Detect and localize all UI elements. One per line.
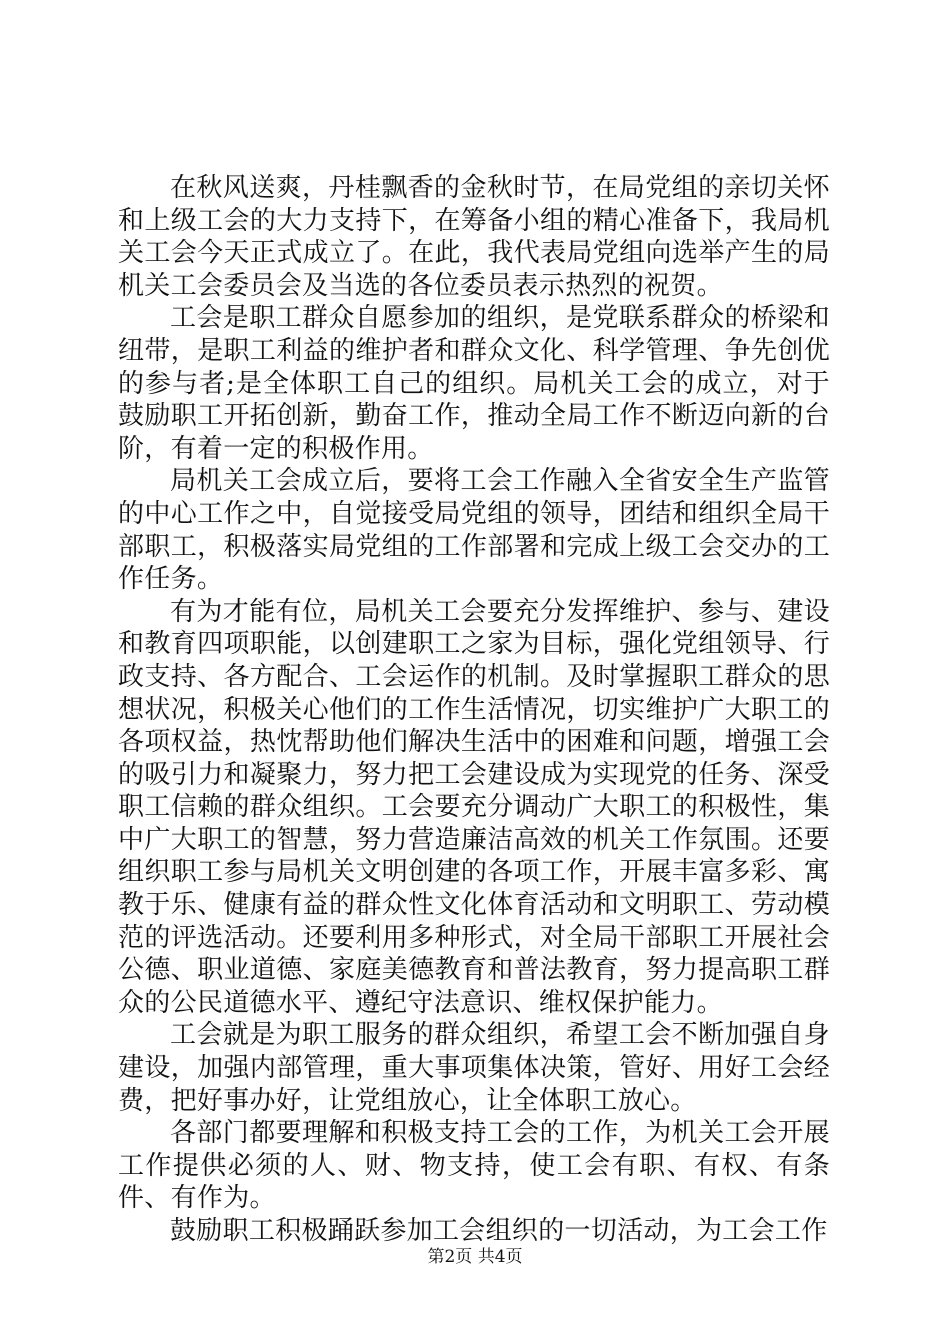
paragraph-6: 各部门都要理解和积极支持工会的工作，为机关工会开展工作提供必须的人、财、物支持，使工会有职、有权、有条件、有作为。: [118, 1118, 830, 1214]
document-body: [118, 172, 830, 1248]
paragraph-7: 鼓励职工积极踊跃参加工会组织的一切活动，为工会工作: [170, 1216, 828, 1246]
paragraph-5: 工会就是为职工服务的群众组织，希望工会不断加强自身建设，加强内部管理，重大事项集体决策，管好、用好工会经费，把好事办好，让党组放心，让全体职工放心。: [118, 1020, 830, 1116]
paragraph-1: 在秋风送爽，丹桂飘香的金秋时节，在局党组的亲切关怀和上级工会的大力支持下，在筹备小组的精心准备下，我局机关工会今天正式成立了。在此，我代表局党组向选举产生的局机关工会委员会及当选的各位委员表示热烈的祝贺。: [118, 173, 830, 301]
paragraph-4: 有为才能有位，局机关工会要充分发挥维护、参与、建设和教育四项职能，以创建职工之家为目标，强化党组领导、行政支持、各方配合、工会运作的机制。及时掌握职工群众的思想状况，积极关心他们的工作生活情况，切实维护广大职工的各项权益，热忱帮助他们解决生活中的困难和问题，增强工会的吸引力和凝聚力，努力把工会建设成为实现党的任务、深受职工信赖的群众组织。工会要充分调动广大职工的积极性，集中广大职工的智慧，努力营造廉洁高效的机关工作氛围。还要组织职工参与局机关文明创建的各项工作，开展丰富多彩、寓教于乐、健康有益的群众性文化体育活动和文明职工、劳动模范的评选活动。还要利用多种形式，对全局干部职工开展社会公德、职业道德、家庭美德教育和普法教育，努力提高职工群众的公民道德水平、遵纪守法意识、维权保护能力。: [118, 596, 830, 1018]
paragraph-2: 工会是职工群众自愿参加的组织，是党联系群众的桥梁和纽带，是职工利益的维护者和群众文化、科学管理、争先创优的参与者;是全体职工自己的组织。局机关工会的成立，对于鼓励职工开拓创新，勤奋工作，推动全局工作不断迈向新的台阶，有着一定的积极作用。: [118, 303, 830, 464]
paragraph-3: 局机关工会成立后，要将工会工作融入全省安全生产监管的中心工作之中，自觉接受局党组的领导，团结和组织全局干部职工，积极落实局党组的工作部署和完成上级工会交办的工作任务。: [118, 466, 830, 595]
page-number-footer: 第2页 共4页: [427, 1247, 523, 1267]
